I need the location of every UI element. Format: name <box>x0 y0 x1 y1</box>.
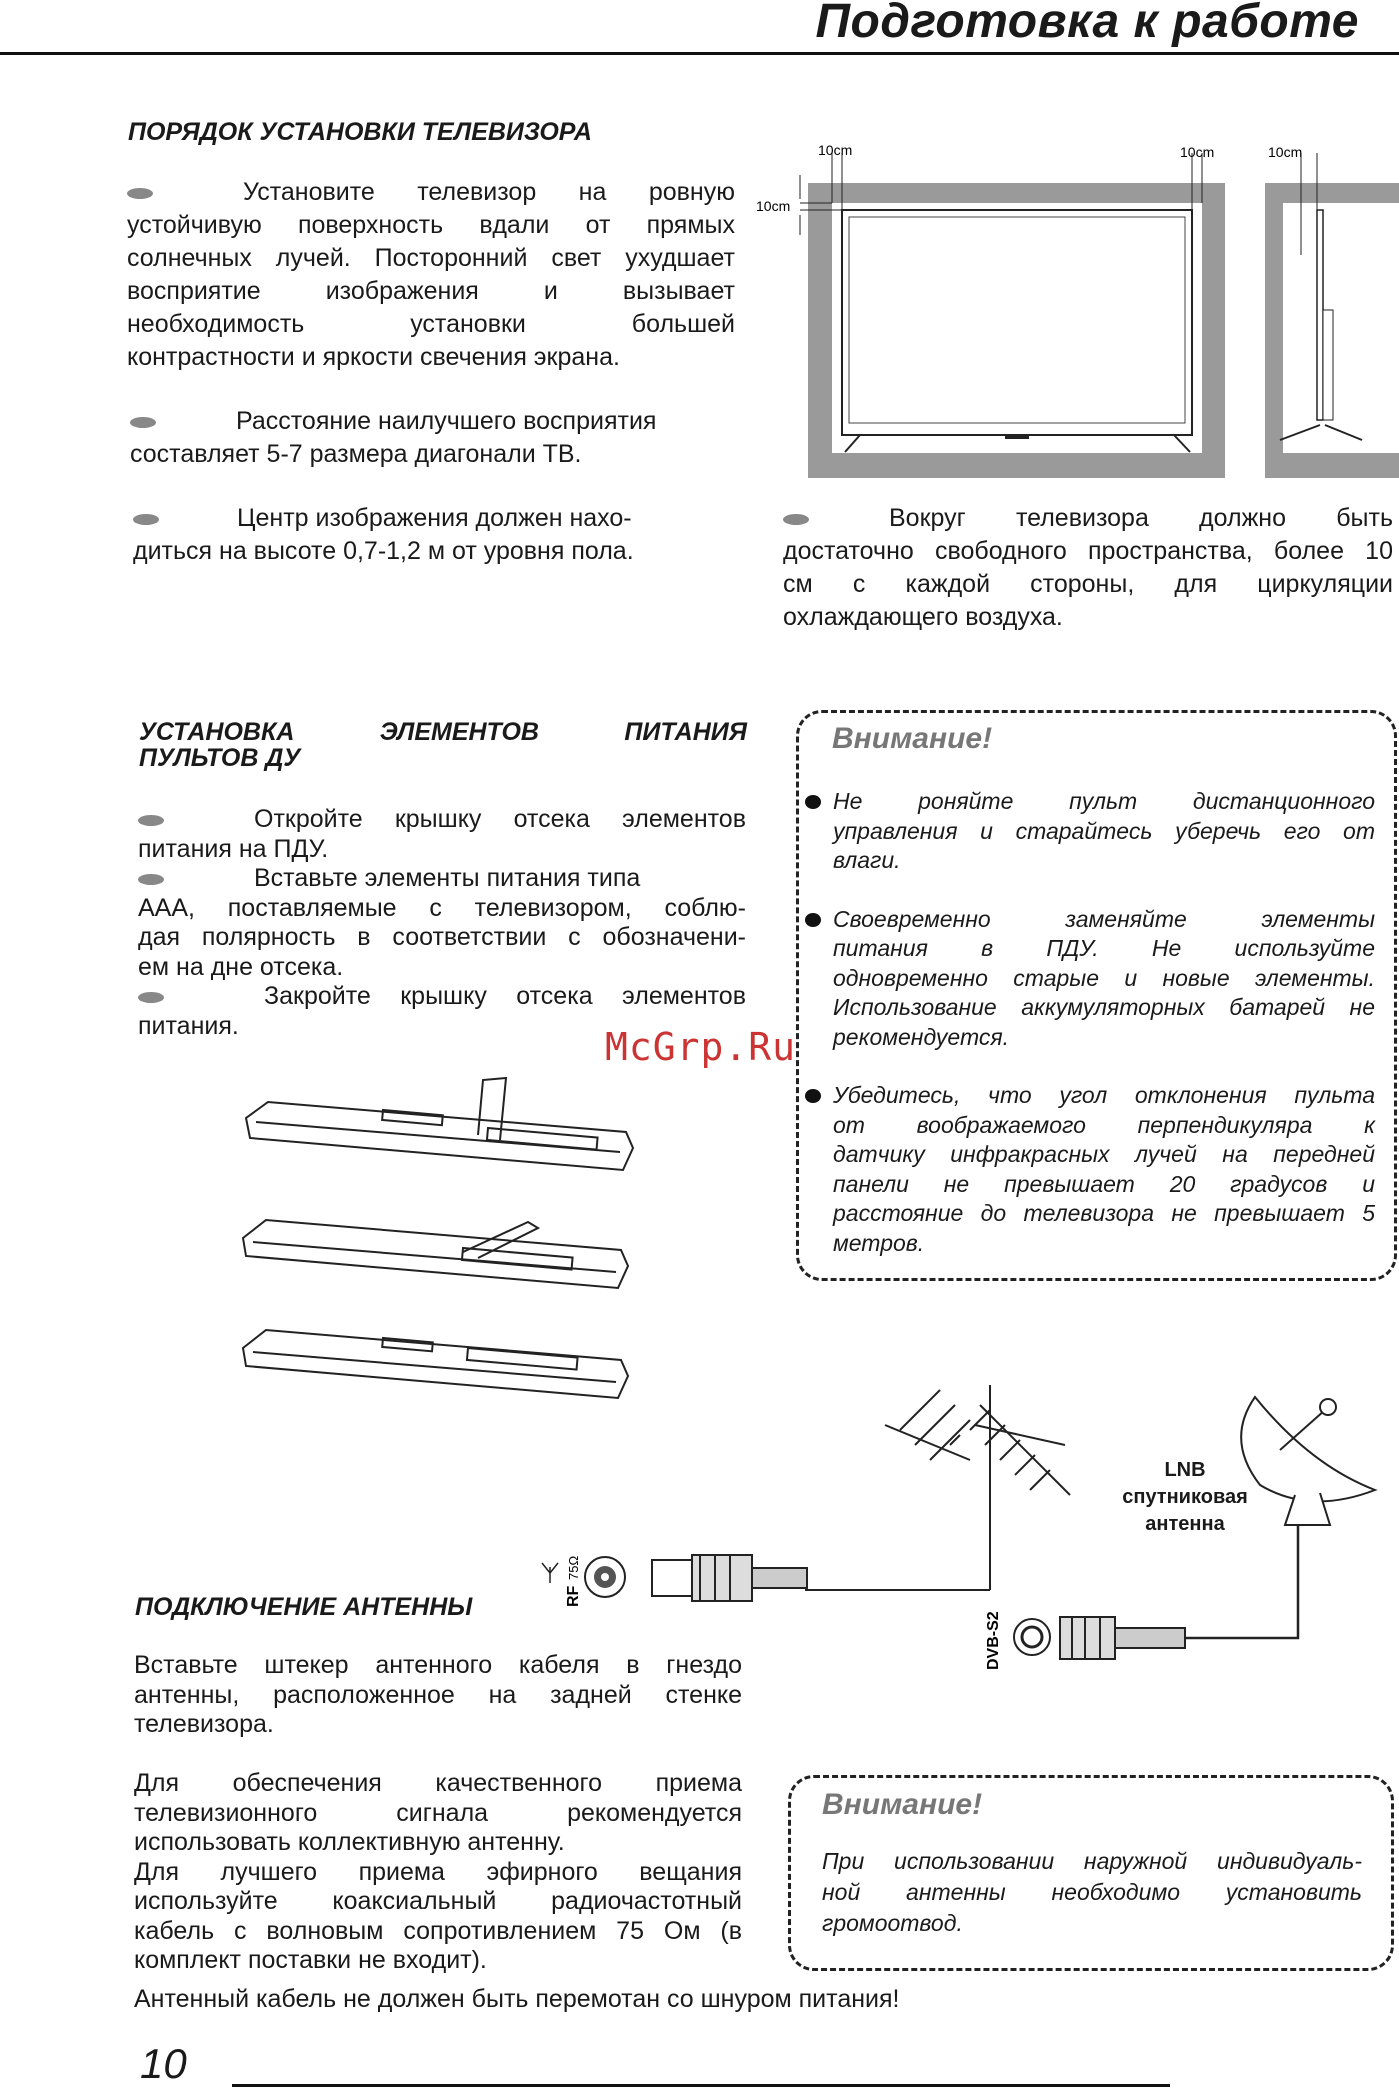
install-paragraph-3: Центр изображения должен нахо- диться на высоте 0,7-1,2 м от уровня пола. <box>133 504 634 565</box>
install-heading: ПОРЯДОК УСТАНОВКИ ТЕЛЕВИЗОРА <box>128 118 592 146</box>
dvb-s2-label: DVB-S2 <box>985 1611 1002 1670</box>
bullet-icon <box>138 874 164 885</box>
install-paragraph-2: Расстояние наилучшего восприятия составляет 5-7 размера диагонали ТВ. <box>130 407 657 468</box>
antenna-symbol-icon <box>542 1563 558 1583</box>
clearance-label-top: 10cm <box>818 142 853 158</box>
header-rule <box>0 52 1399 55</box>
clearance-label-left: 10cm <box>756 198 791 214</box>
warning-text-antenna: При использовании наружной индивидуаль- ной антенны необходимо установить громоотвод. <box>822 1848 1362 1936</box>
tv-clearance-diagram <box>750 135 1399 485</box>
bullet-icon <box>138 815 164 826</box>
antenna-heading: ПОДКЛЮЧЕНИЕ АНТЕННЫ <box>135 1593 473 1621</box>
bullet-icon <box>783 514 809 525</box>
antenna-paragraph-3: Антенный кабель не должен быть перемотан со шнуром питания! <box>134 1985 900 2013</box>
remote-step-insert <box>243 1220 628 1288</box>
bullet-icon <box>127 188 153 199</box>
install-paragraph-1: Установите телевизор на ровную устойчивую поверхность вдали от прямых солнечных лучей. Посторонний свет ухудшает восприятие изображения и вызывает необходимость установки большей контрастности и яркости свечения экрана. <box>127 178 735 371</box>
bullet-icon <box>130 417 156 428</box>
warning-list-remote <box>805 787 1375 1258</box>
bullet-icon <box>133 514 159 525</box>
bullet-dot-icon <box>805 1089 821 1103</box>
install-paragraph-4: Вокруг телевизора должно быть достаточно свободного пространства, более 10 см с каждой стороны, для циркуляции охлаждающего воздуха. <box>783 504 1393 631</box>
bullet-dot-icon <box>805 913 821 927</box>
rf-label: RF <box>565 1585 582 1607</box>
antenna-paragraph-1: Вставьте штекер антенного кабеля в гнездо антенны, расположенное на задней стенке телевизора. <box>134 1651 742 1738</box>
rf-ohm-label: 75Ω <box>566 1555 581 1580</box>
watermark: McGrp.Ru <box>605 1025 797 1069</box>
warning-item: Не роняйте пульт дистанционного управления и старайтесь уберечь его от влаги. <box>805 787 1375 876</box>
antenna-paragraph-2: Для обеспечения качественного приема телевизионного сигнала рекомендуется использовать коллективную антенну. Для лучшего приема эфирного вещания используйте коаксиальный радиочастотный кабель с волновым сопротивлением 75 Ом (в комплект поставки не входит). <box>134 1769 742 1974</box>
terrestrial-antenna-icon <box>805 1385 1070 1590</box>
remote-heading: УСТАНОВКА ЭЛЕМЕНТОВ ПИТАНИЯ ПУЛЬТОВ ДУ <box>139 718 747 772</box>
remote-step-open <box>246 1078 633 1170</box>
clearance-label-side: 10cm <box>1268 144 1303 160</box>
rf-plug-icon <box>652 1555 807 1601</box>
remote-battery-illustrations <box>238 1060 638 1400</box>
dvb-s2-socket-icon <box>1014 1619 1050 1655</box>
lnb-label: LNB спутниковая антенна <box>1122 1459 1248 1535</box>
clearance-label-right: 10cm <box>1180 144 1215 160</box>
warning-item: Своевременно заменяйте элементы питания в ПДУ. Не используйте одновременно старые и новые элементы. Использование аккумуляторных батарей не рекомендуется. <box>805 905 1375 1053</box>
dvb-s2-plug-icon <box>1060 1617 1185 1659</box>
remote-steps: Откройте крышку отсека элементов питания на ПДУ. Вставьте элементы питания типа ААА, поставляемые с телевизором, соблю- дая полярность в соответствии с обозначени- ем на дне отсека. Закройте крышку отсека элементов питания. <box>138 805 746 1040</box>
warning-item: Убедитесь, что угол отклонения пульта от воображаемого перпендикуляра к датчику инфракрасных лучей на передней панели не превышает 20 градусов и расстояние до телевизора не превышает 5 метров. <box>805 1081 1375 1258</box>
footer-rule <box>232 2084 1170 2087</box>
bullet-icon <box>138 992 164 1003</box>
page-number: 10 <box>140 2040 187 2087</box>
warning-title-antenna: Внимание! <box>822 1788 983 1821</box>
rf-socket-icon <box>585 1557 625 1597</box>
bullet-dot-icon <box>805 795 821 809</box>
page-title: Подготовка к работе <box>815 0 1359 48</box>
warning-title-remote: Внимание! <box>832 722 993 755</box>
